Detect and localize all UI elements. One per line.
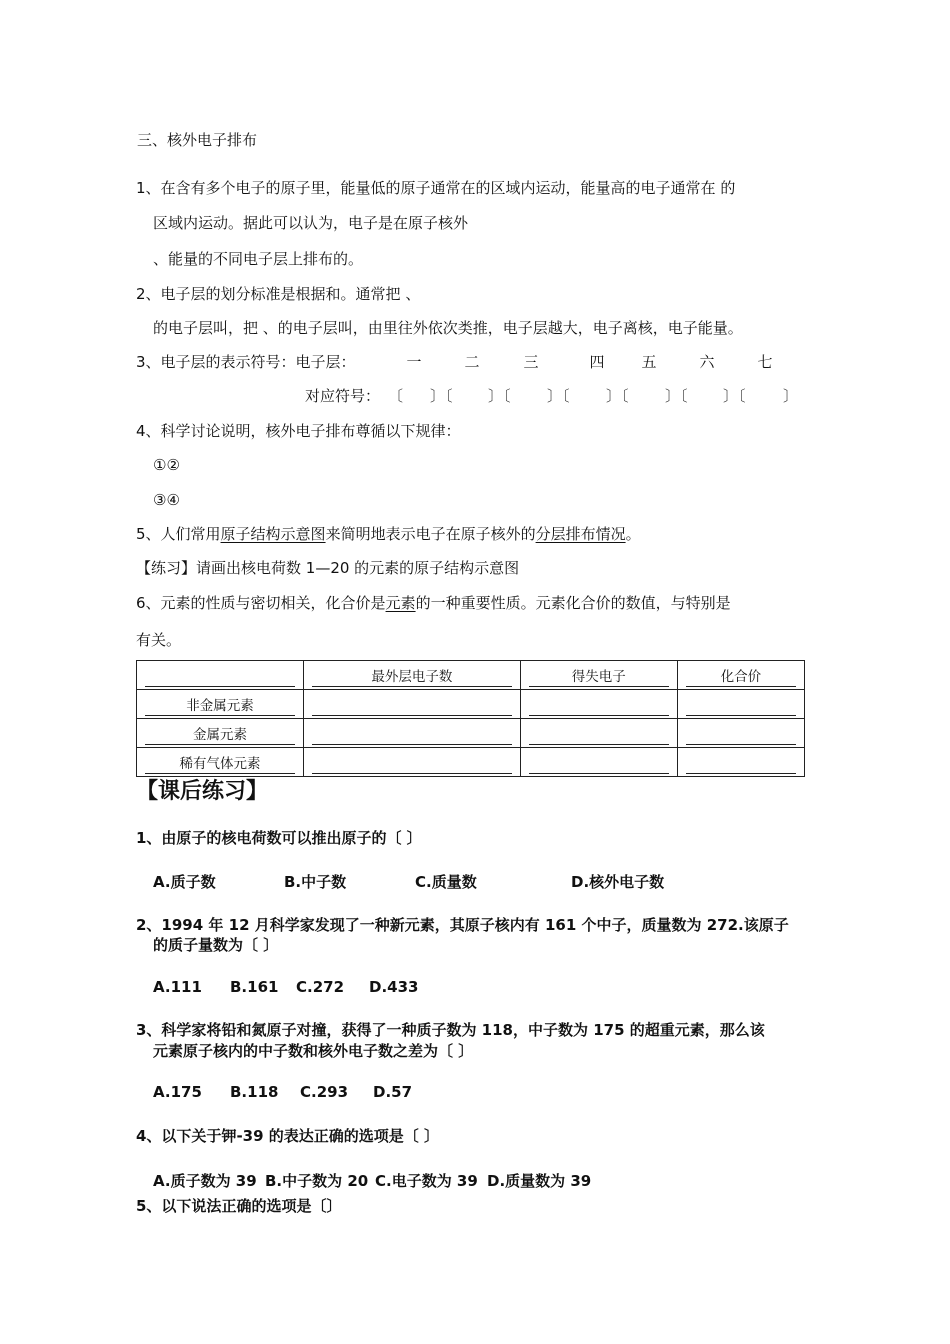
q4-rule-row1: ①② [153, 456, 180, 474]
q1-line3: 、能量的不同电子层上排布的。 [153, 250, 364, 268]
symbol-label: 对应符号： [305, 387, 381, 405]
symbol-bracket: 〕〔 [430, 387, 453, 405]
layer-3: 三 [523, 353, 539, 371]
ex1-question: 1、由原子的核电荷数可以推出原子的〔 〕 [136, 829, 422, 847]
option: D.57 [373, 1083, 413, 1101]
option: C.电子数为 39 [375, 1172, 478, 1190]
layer-1: 一 [406, 353, 422, 371]
option: A.质子数 [153, 873, 216, 891]
table-cell-blank [529, 726, 669, 745]
q4-rule-row2: ③④ [153, 491, 180, 509]
option: A.175 [153, 1083, 202, 1101]
table-cell-blank [529, 697, 669, 716]
row-label: 非金属元素 [145, 697, 295, 716]
symbol-bracket: 〔 [388, 387, 404, 405]
option: C.293 [300, 1083, 349, 1101]
option: B.161 [230, 978, 279, 996]
option: C.272 [296, 978, 345, 996]
q6-underlined-term: 元素 [385, 594, 416, 612]
q6-line1 [136, 593, 731, 613]
table-header: 最外层电子数 [312, 668, 512, 687]
table-cell-blank [529, 755, 669, 774]
q5-underlined-term: 分层排布情况 [535, 525, 626, 543]
q5-text [136, 524, 641, 544]
table-cell-blank [686, 726, 796, 745]
ex2-question-line2: 的质子量数为〔 〕 [153, 936, 279, 954]
q5-part: 5、人们常用 [136, 525, 221, 543]
symbol-bracket: 〕〔 [547, 387, 570, 405]
q4-text: 4、科学讨论说明，核外电子排布尊循以下规律： [136, 422, 461, 440]
q5-part: 。 [625, 525, 641, 543]
symbol-bracket: 〕〔 [606, 387, 629, 405]
ex2-question-line1: 2、1994 年 12 月科学家发现了一种新元素，其原子核内有 161 个中子，质量数为 272.该原子 [136, 916, 789, 934]
table-header: 得失电子 [529, 668, 669, 687]
option: D.433 [369, 978, 419, 996]
practice-text: 【练习】请画出核电荷数 1—20 的元素的原子结构示意图 [136, 559, 520, 577]
ex3-question-line1: 3、科学家将铅和氮原子对撞，获得了一种质子数为 118，中子数为 175 的超重元素，那么该 [136, 1021, 765, 1039]
symbol-bracket: 〕〔 [723, 387, 746, 405]
q3-label: 3、电子层的表示符号：电子层： [136, 353, 356, 371]
table-cell-blank [686, 755, 796, 774]
ex5-question: 5、以下说法正确的选项是〔〕 [136, 1197, 342, 1215]
q5-underlined-term: 原子结构示意图 [220, 525, 326, 543]
after-class-title: 【课后练习】 [136, 779, 269, 804]
table-cell-blank [312, 755, 512, 774]
layer-row [0, 352, 950, 372]
symbol-bracket: 〕〔 [488, 387, 511, 405]
element-property-table [136, 660, 805, 777]
option: D.核外电子数 [571, 873, 665, 891]
option: C.质量数 [415, 873, 477, 891]
row-label: 稀有气体元素 [145, 755, 295, 774]
ex4-question: 4、以下关于钾-39 的表达正确的选项是〔 〕 [136, 1127, 439, 1145]
table-cell-blank [312, 697, 512, 716]
table-header: 化合价 [686, 668, 796, 687]
table-header-row [137, 661, 805, 690]
layer-7: 七 [757, 353, 773, 371]
q1-line2: 区域内运动。据此可以认为，电子是在原子核外 [153, 214, 469, 232]
table-cell-blank [312, 726, 512, 745]
option: A.111 [153, 978, 202, 996]
layer-6: 六 [699, 353, 715, 371]
layer-5: 五 [641, 353, 657, 371]
table-row [137, 690, 805, 719]
option: B.中子数为 20 [265, 1172, 369, 1190]
q1-line1: 1、在含有多个电子的原子里，能量低的原子通常在的区域内运动，能量高的电子通常在 的 [136, 179, 736, 197]
option: D.质量数为 39 [487, 1172, 592, 1190]
q6-part: 6、元素的性质与密切相关，化合价是 [136, 594, 386, 612]
row-label: 金属元素 [145, 726, 295, 745]
layer-4: 四 [589, 353, 605, 371]
symbol-blanks [0, 386, 950, 406]
q6-line2: 有关。 [136, 631, 182, 649]
table-row [137, 719, 805, 748]
q2-line1: 2、电子层的划分标准是根据和。通常把 、 [136, 285, 421, 303]
q6-part: 的一种重要性质。元素化合价的数值，与特别是 [415, 594, 731, 612]
table-row [137, 748, 805, 777]
layer-2: 二 [464, 353, 480, 371]
symbol-bracket: 〕 [783, 387, 799, 405]
option: B.118 [230, 1083, 279, 1101]
section-title: 三、核外电子排布 [137, 131, 258, 149]
table-header [145, 668, 295, 687]
q2-line2: 的电子层叫，把 、的电子层叫，由里往外依次类推，电子层越大，电子离核，电子能量。 [153, 319, 743, 337]
option: A.质子数为 39 [153, 1172, 257, 1190]
ex3-question-line2: 元素原子核内的中子数和核外电子数之差为〔 〕 [153, 1042, 474, 1060]
symbol-bracket: 〕〔 [665, 387, 688, 405]
table-cell-blank [686, 697, 796, 716]
option: B.中子数 [284, 873, 347, 891]
q5-part: 来简明地表示电子在原子核外的 [325, 525, 536, 543]
